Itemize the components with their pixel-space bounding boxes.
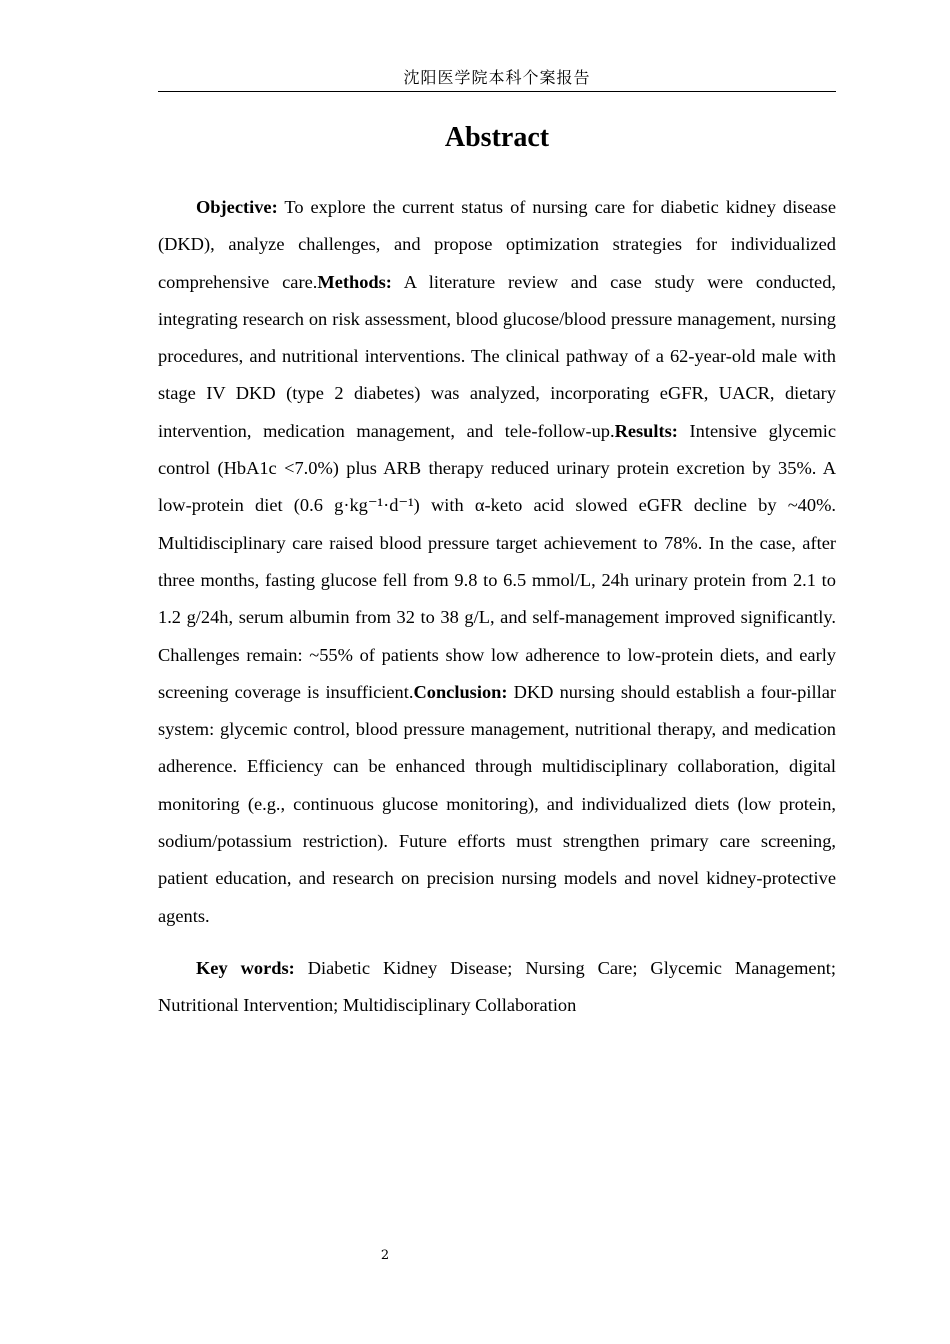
objective-text: To explore the current status of nursing care for diabetic kidney disease (DKD), analyze challenges, and propose optimization strategies for individualized comprehensive care. [158, 197, 836, 292]
keywords-paragraph [158, 950, 836, 1025]
header-text: 沈阳医学院本科个案报告 [403, 68, 591, 87]
conclusion-text: DKD nursing should establish a four-pillar system: glycemic control, blood pressure management, nutritional therapy, and medication adherence. Efficiency can be enhanced through multidisciplinary collaboration, digital monitoring (e.g., continuous glucose monitoring), and individualized diets (low protein, sodium/potassium restriction). Future efforts must strengthen primary care screening, patient education, and research on precision nursing models and novel kidney-protective agents. [158, 681, 836, 926]
conclusion-label: Conclusion: [413, 681, 508, 702]
methods-text: A literature review and case study were conducted, integrating research on risk assessment, blood glucose/blood pressure management, nursing procedures, and nutritional interventions. The clinical pathway of a 62-year-old male with stage IV DKD (type 2 diabetes) was analyzed, incorporating eGFR, UACR, dietary intervention, medication management, and tele-follow-up. [158, 271, 836, 441]
page-header [158, 68, 836, 92]
abstract-title: Abstract [444, 122, 550, 153]
results-text: Intensive glycemic control (HbA1c <7.0%) plus ARB therapy reduced urinary protein excretion by 35%. A low-protein diet (0.6 g·kg⁻¹·d⁻¹) with α-keto acid slowed eGFR decline by ~40%. Multidisciplinary care raised blood pressure target achievement to 78%. In the case, after three months, fasting glucose fell from 9.8 to 6.5 mmol/L, 24h urinary protein from 2.1 to 1.2 g/24h, serum albumin from 32 to 38 g/L, and self-management improved significantly. Challenges remain: ~55% of patients show low adherence to low-protein diets, and early screening coverage is insufficient. [158, 420, 836, 702]
keywords-text: Diabetic Kidney Disease; Nursing Care; Glycemic Management; Nutritional Intervention; Multidisciplinary Collaboration [158, 958, 836, 1016]
methods-label: Methods: [317, 271, 392, 292]
page-number: 2 [380, 1248, 390, 1263]
keywords-label: Key words: [196, 958, 295, 978]
abstract-body [158, 189, 836, 935]
objective-label: Objective: [196, 197, 278, 217]
results-label: Results: [614, 420, 678, 441]
